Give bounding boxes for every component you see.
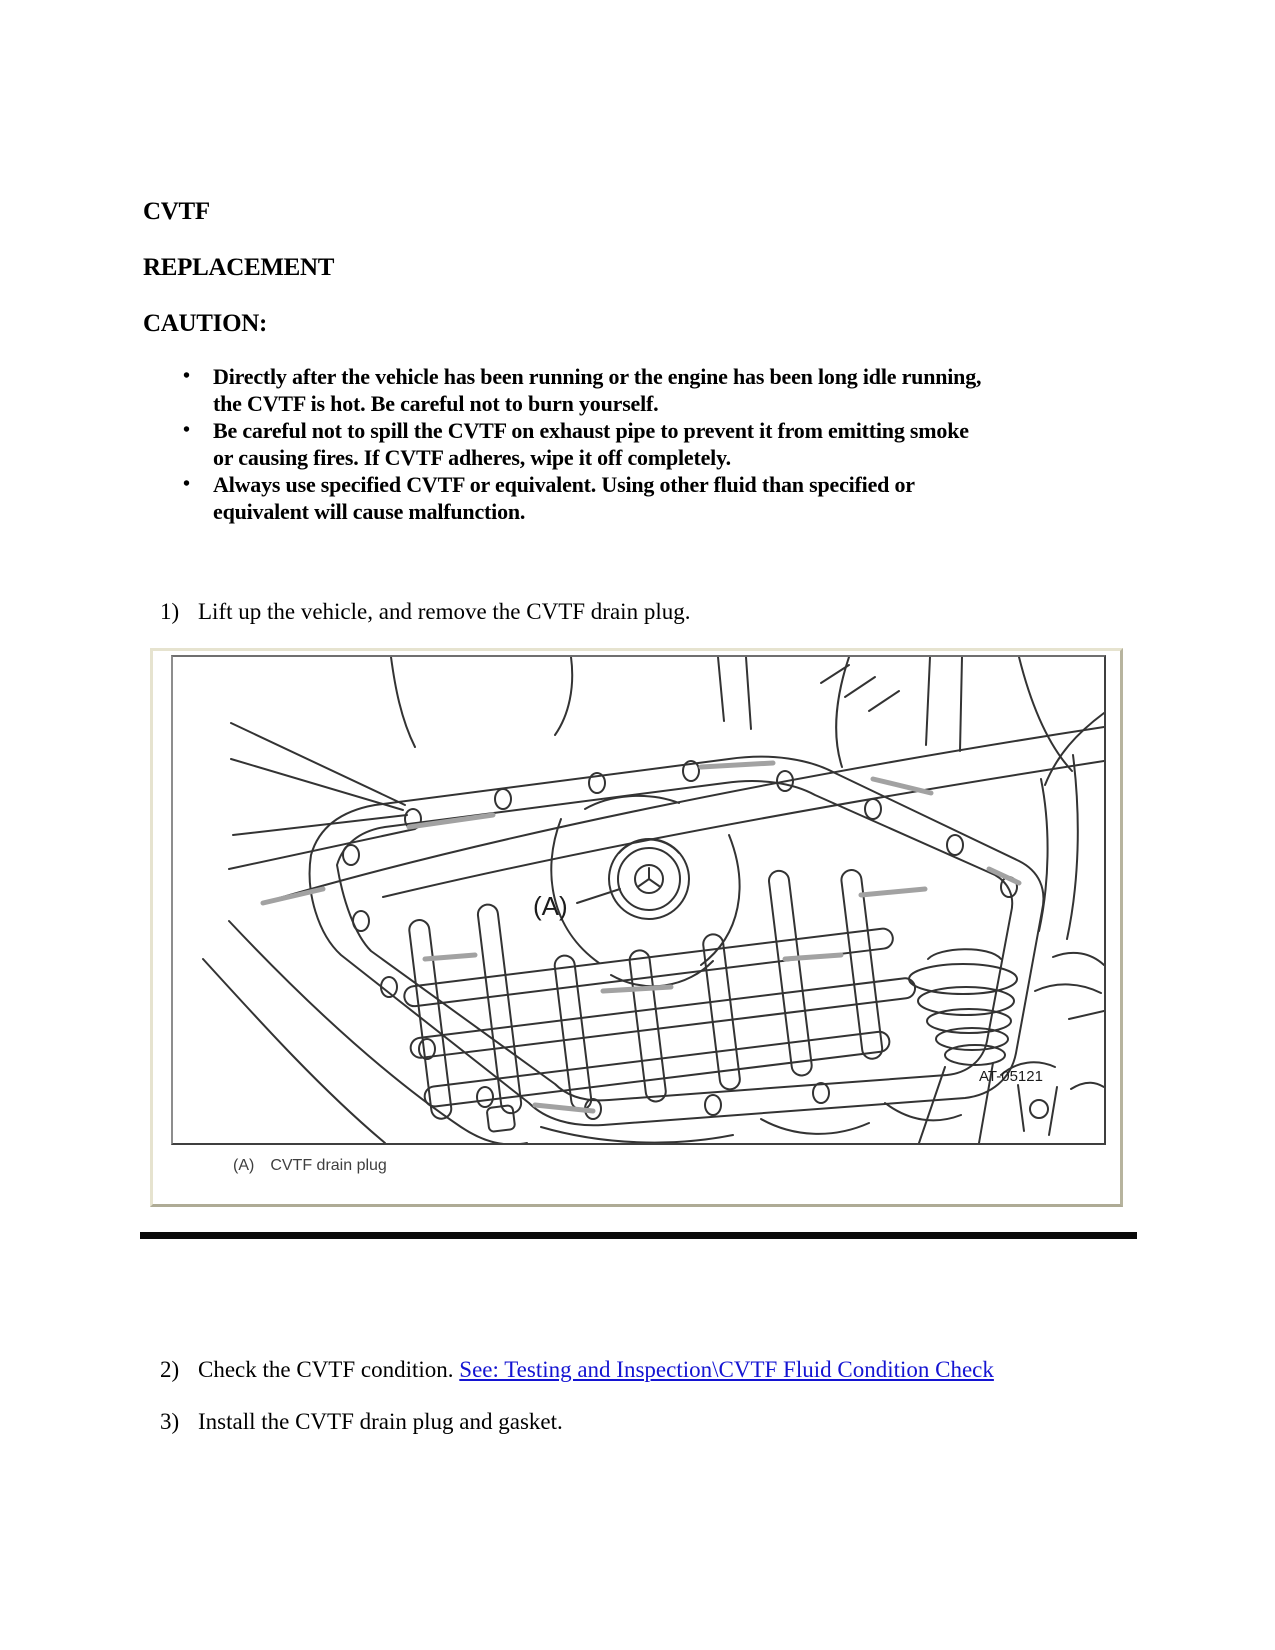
figure-caption-label: (A) — [233, 1157, 255, 1174]
caution-item — [183, 471, 981, 525]
caution-list — [183, 363, 981, 525]
step-number: 3) — [160, 1409, 180, 1434]
caution-text — [213, 417, 969, 471]
caution-heading: CAUTION: — [143, 310, 267, 337]
bullet-icon: • — [183, 419, 191, 441]
bullet-icon: • — [183, 365, 191, 387]
step-text — [198, 1356, 994, 1384]
page-title: CVTF — [143, 198, 210, 225]
bullet-icon: • — [183, 473, 191, 495]
figure-frame — [150, 648, 1123, 1207]
caution-line: equivalent will cause malfunction. — [213, 499, 526, 524]
figure-caption-text: CVTF drain plug — [270, 1157, 387, 1174]
caution-item — [183, 363, 981, 417]
caution-line: Be careful not to spill the CVTF on exhaust pipe to prevent it from emitting smoke — [213, 418, 969, 443]
cross-reference-link[interactable]: See: Testing and Inspection\CVTF Fluid Condition Check — [459, 1357, 994, 1382]
part-label-a: (A) — [533, 891, 568, 921]
caution-text — [213, 363, 981, 417]
step-2-text: Check the CVTF condition. — [198, 1357, 460, 1382]
oil-pan-illustration — [173, 657, 1104, 1143]
section-heading: REPLACEMENT — [143, 254, 335, 281]
flange-bolts — [343, 761, 1017, 1119]
caution-text — [213, 471, 915, 525]
caution-item — [183, 417, 981, 471]
caution-line: Always use specified CVTF or equivalent. Using other fluid than specified or — [213, 472, 915, 497]
axle-boot — [909, 949, 1017, 1143]
figure-code: AT-05121 — [979, 1068, 1043, 1085]
step-text: Install the CVTF drain plug and gasket. — [198, 1409, 563, 1434]
step-3 — [160, 1408, 563, 1436]
drain-plug — [609, 839, 689, 919]
step-number: 1) — [160, 599, 180, 624]
figure-image — [171, 655, 1106, 1145]
caution-line: the CVTF is hot. Be careful not to burn yourself. — [213, 391, 659, 416]
step-1 — [160, 598, 690, 626]
step-text: Lift up the vehicle, and remove the CVTF drain plug. — [198, 599, 691, 624]
caution-line: or causing fires. If CVTF adheres, wipe it off completely. — [213, 445, 731, 470]
section-divider — [140, 1232, 1137, 1239]
figure-caption — [233, 1157, 1120, 1175]
step-number: 2) — [160, 1357, 180, 1382]
step-2 — [160, 1356, 994, 1384]
caution-line: Directly after the vehicle has been running or the engine has been long idle running, — [213, 364, 982, 389]
pan-ribs — [394, 854, 926, 1140]
